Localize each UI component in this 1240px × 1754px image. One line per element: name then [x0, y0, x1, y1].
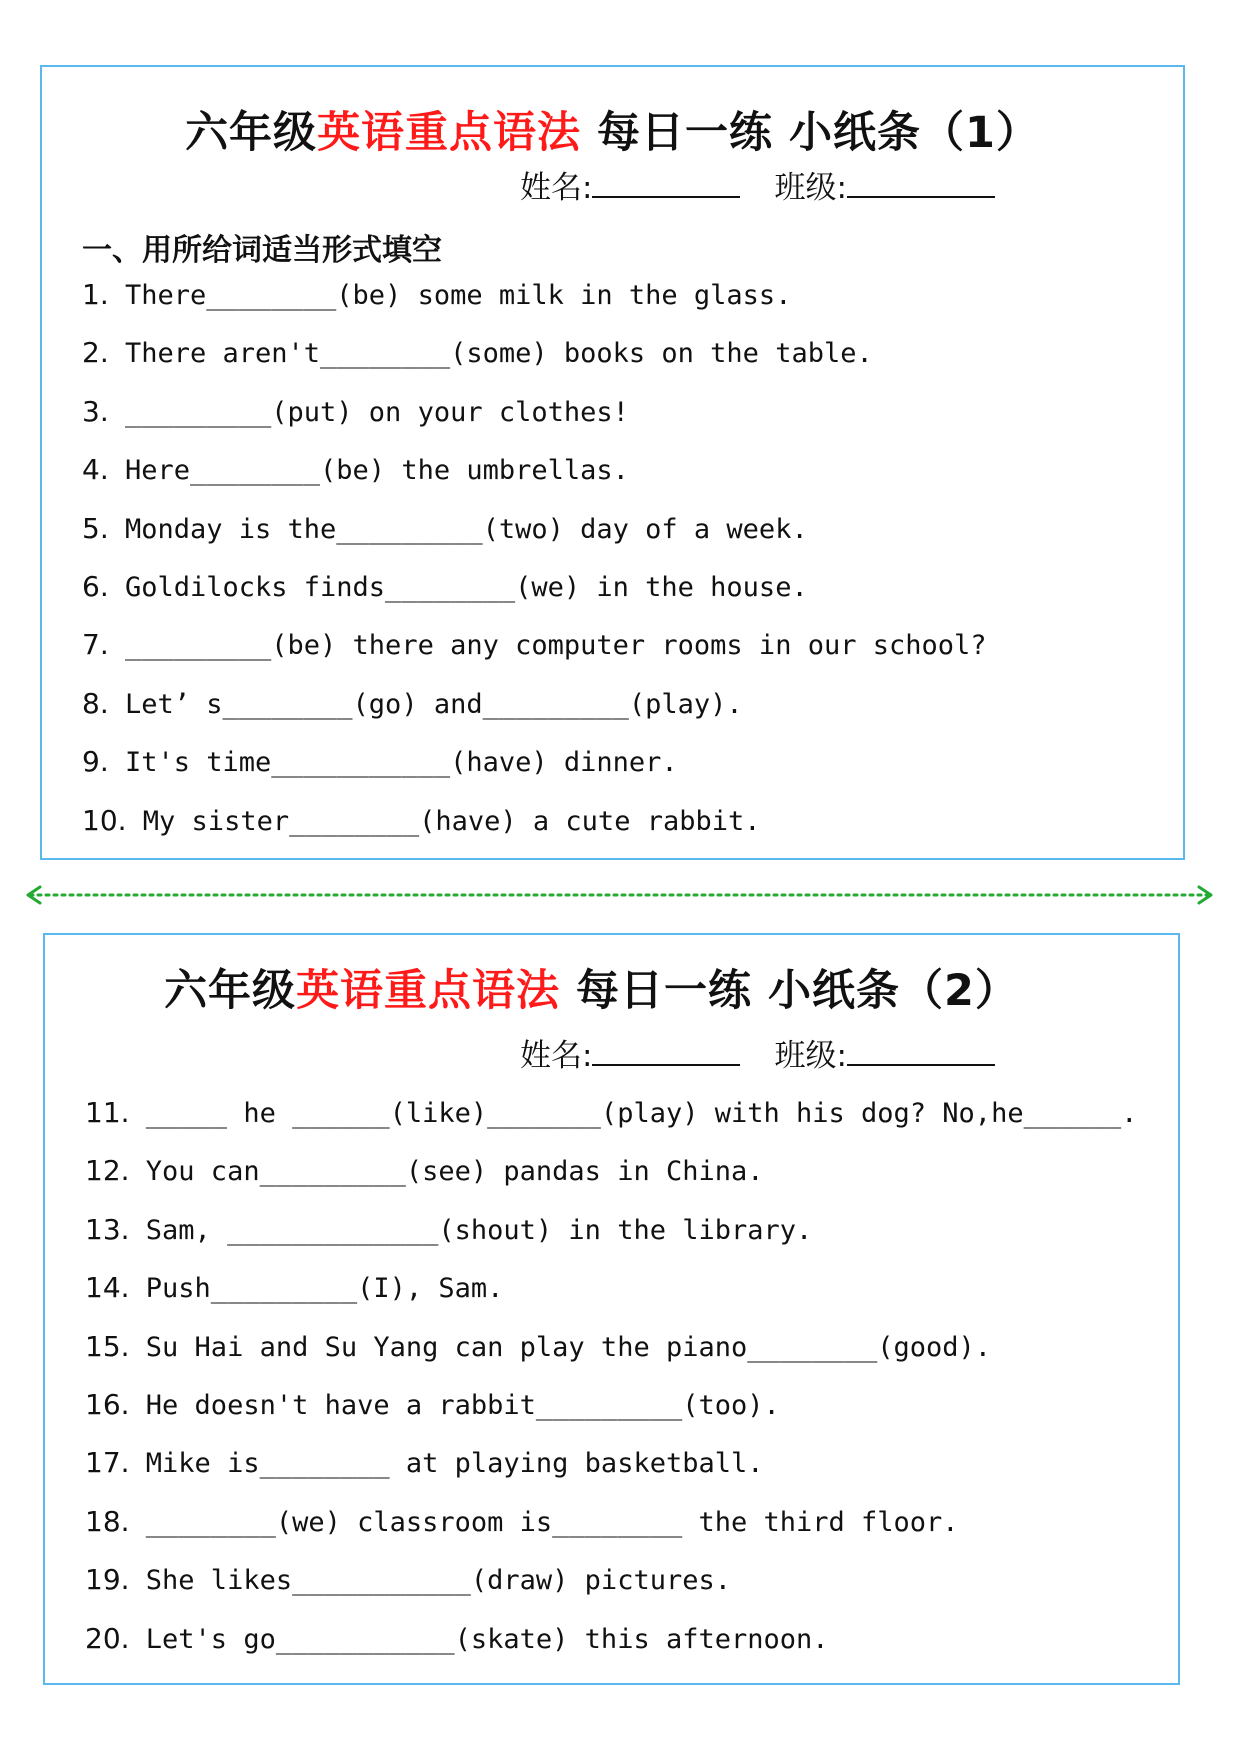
question-text[interactable]: Monday is the_________(two) day of a week. [108, 513, 808, 545]
name-label: 姓名: [520, 170, 593, 206]
question-text[interactable]: Here________(be) the umbrellas. [108, 455, 629, 487]
question-number: 11. [85, 1096, 130, 1129]
question-text[interactable]: _________(put) on your clothes! [108, 396, 629, 428]
question-text[interactable]: Goldilocks finds________(we) in the house. [108, 572, 808, 603]
question-number: 18. [85, 1504, 130, 1538]
question-number: 15. [85, 1329, 130, 1363]
question-number: 13. [85, 1212, 130, 1246]
name-blank[interactable] [592, 168, 740, 198]
question-item [82, 627, 987, 664]
sheet-2-title [5, 957, 1178, 1018]
question-item [82, 277, 791, 314]
question-text[interactable]: You can_________(see) pandas in China. [129, 1156, 764, 1188]
name-blank[interactable] [592, 1036, 740, 1066]
question-item [82, 452, 629, 489]
question-item [82, 335, 873, 372]
question-text[interactable]: There aren't________(some) books on the table. [108, 338, 873, 370]
question-text[interactable]: There________(be) some milk in the glass. [108, 280, 792, 311]
question-number: 1. [82, 278, 109, 311]
question-item [85, 1212, 812, 1249]
title-prefix: 六年级 [185, 108, 318, 158]
question-text[interactable]: My sister________(have) a cute rabbit. [126, 805, 761, 837]
title-highlight: 英语重点语法 [296, 966, 561, 1016]
name-class-row [520, 1030, 995, 1075]
question-item [82, 394, 629, 431]
question-number: 10. [82, 803, 127, 837]
question-number: 3. [82, 394, 109, 428]
question-item [82, 569, 808, 606]
title-highlight: 英语重点语法 [317, 108, 582, 158]
practice-sheet-1 [40, 65, 1185, 860]
title-suffix: 每日一练 小纸条（1） [581, 108, 1040, 158]
section-heading: 一、用所给词适当形式填空 [82, 233, 442, 268]
question-number: 7. [82, 628, 109, 662]
question-text[interactable]: Sam, _____________(shout) in the library. [129, 1214, 813, 1246]
sheet-1-title [42, 99, 1183, 160]
question-text[interactable]: He doesn't have a rabbit_________(too). [129, 1390, 780, 1421]
dotted-double-arrow [22, 883, 1217, 907]
question-item [85, 1095, 1137, 1132]
name-class-row [520, 162, 995, 207]
question-number: 4. [82, 453, 109, 487]
question-number: 20. [85, 1621, 130, 1655]
question-number: 6. [82, 570, 109, 603]
question-item [85, 1153, 764, 1190]
title-suffix: 每日一练 小纸条（2） [560, 966, 1019, 1016]
question-text[interactable]: Let’ s________(go) and_________(play). [108, 688, 743, 720]
title-prefix: 六年级 [164, 966, 297, 1016]
question-text[interactable]: Push_________(I), Sam. [129, 1273, 504, 1305]
question-item [85, 1387, 780, 1424]
question-number: 5. [82, 511, 109, 545]
practice-sheet-2 [43, 933, 1180, 1685]
question-item [85, 1329, 991, 1366]
question-text[interactable]: Let's go___________(skate) this afternoon. [129, 1623, 829, 1655]
question-number: 16. [85, 1388, 130, 1421]
question-item [85, 1562, 731, 1599]
question-item [82, 686, 743, 723]
question-item [82, 803, 761, 840]
question-number: 8. [82, 686, 109, 720]
question-item [85, 1270, 503, 1307]
question-number: 2. [82, 336, 109, 370]
question-item [85, 1445, 764, 1482]
question-item [85, 1504, 959, 1541]
question-item [85, 1621, 829, 1658]
class-label: 班级: [774, 1038, 847, 1074]
question-item [82, 744, 678, 781]
question-text[interactable]: ________(we) classroom is________ the third floor. [129, 1506, 959, 1538]
question-number: 19. [85, 1563, 130, 1597]
question-number: 9. [82, 745, 109, 779]
question-number: 17. [85, 1446, 130, 1480]
class-label: 班级: [774, 170, 847, 206]
question-text[interactable]: Su Hai and Su Yang can play the piano________(good). [129, 1331, 992, 1363]
class-blank[interactable] [847, 1036, 995, 1066]
question-item [82, 511, 808, 548]
question-text[interactable]: It's time___________(have) dinner. [108, 747, 678, 779]
question-text[interactable]: She likes___________(draw) pictures. [129, 1565, 731, 1597]
question-number: 14. [85, 1271, 130, 1305]
question-text[interactable]: _________(be) there any computer rooms in our school? [108, 630, 987, 662]
question-text[interactable]: Mike is________ at playing basketball. [129, 1448, 764, 1480]
question-text[interactable]: _____ he ______(like)_______(play) with his dog? No,he______. [129, 1098, 1138, 1129]
class-blank[interactable] [847, 168, 995, 198]
name-label: 姓名: [520, 1038, 593, 1074]
question-number: 12. [85, 1154, 130, 1188]
